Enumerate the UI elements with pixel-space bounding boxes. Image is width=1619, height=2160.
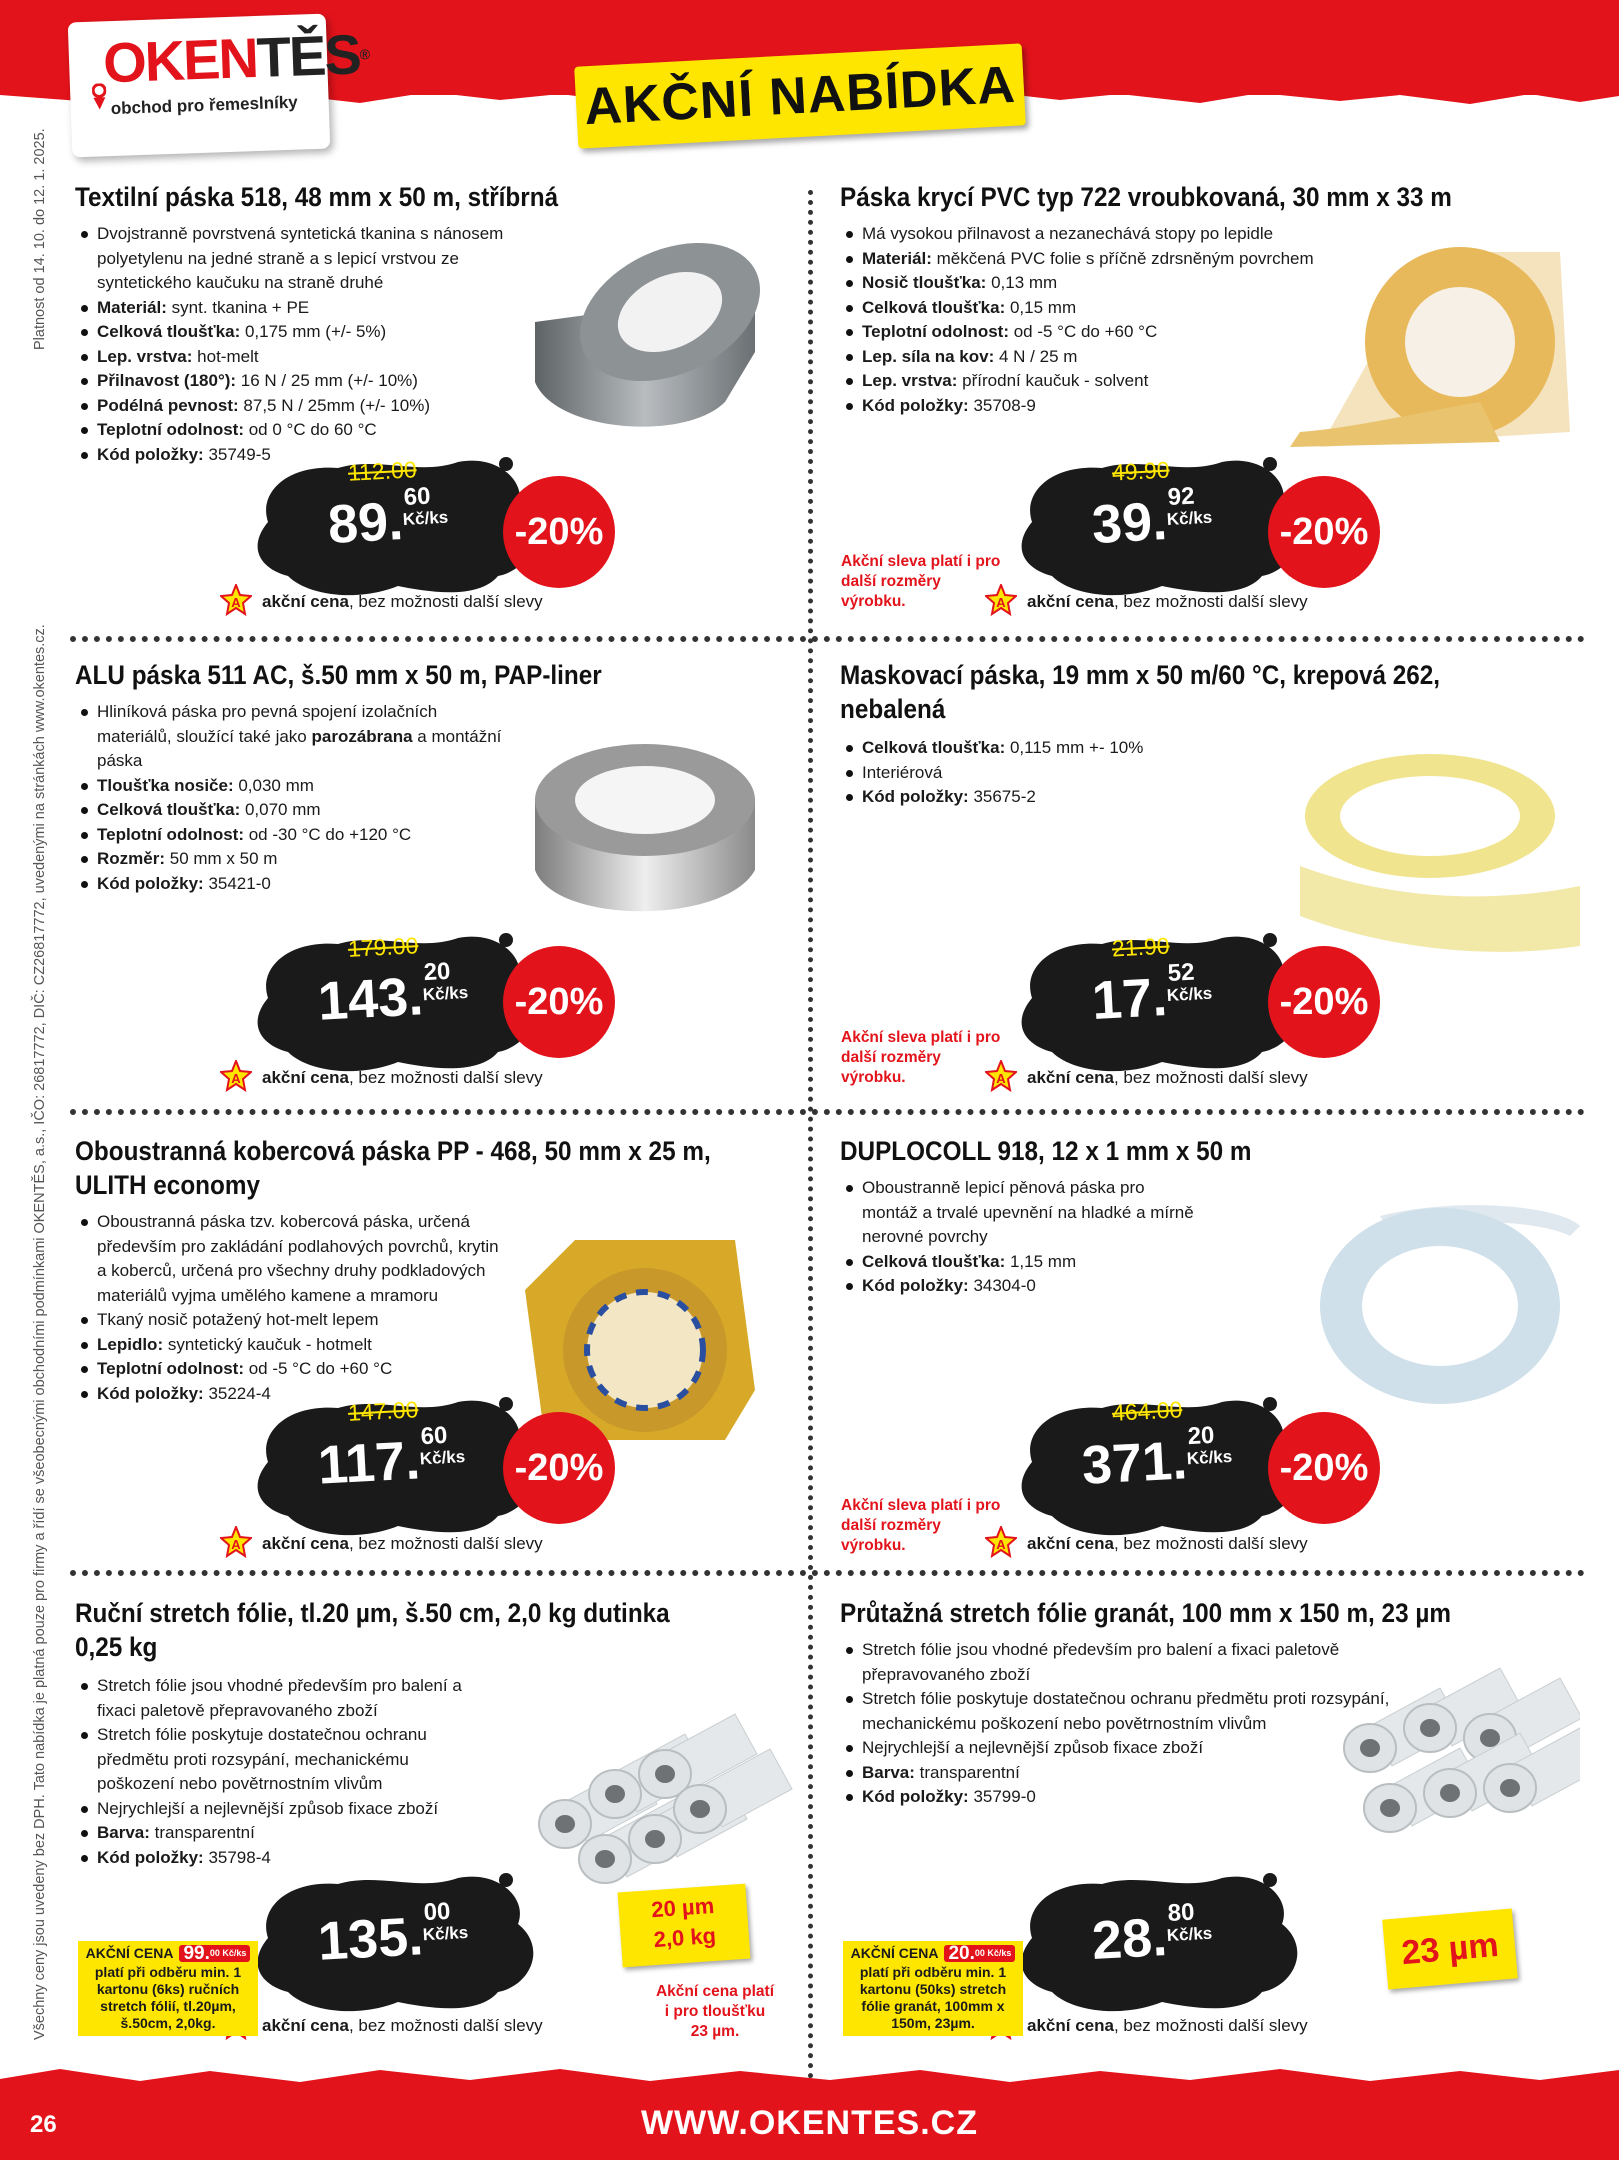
action-star-icon [220, 1526, 252, 1558]
feature-item: Celková tloušťka: 0,070 mm [75, 798, 505, 823]
feature-item: Celková tloušťka: 0,175 mm (+/- 5%) [75, 320, 515, 345]
feature-item: Teplotní odolnost: od -5 °C do +60 °C [840, 320, 1400, 345]
feature-item: Přilnavost (180°): 16 N / 25 mm (+/- 10%) [75, 369, 515, 394]
tag-note: Akční cena platí i pro tloušťku 23 µm. [655, 1983, 774, 2040]
bulk-price-text: platí při odběru min. 1 kartonu (6ks) ručních stretch fólií, tl.20µm, š.50cm, 2,0kg. [94, 1964, 242, 2031]
action-star-icon [220, 1060, 252, 1092]
product-image [1280, 746, 1580, 966]
feature-list [840, 1176, 1200, 1299]
feature-item: Kód položky: 35798-4 [75, 1846, 485, 1871]
bulk-price-header: AKČNÍ CENA 20.$^{00 Kč/ks}$ [843, 1941, 1023, 1962]
bulk-price-header: AKČNÍ CENA 99.$^{00 Kč/ks}$ [78, 1941, 258, 1962]
row-separator [70, 636, 1585, 642]
bulk-price-box [843, 1941, 1023, 2036]
validity-text: Platnost od 14. 10. do 12. 1. 2025. [32, 128, 48, 350]
feature-item: Teplotní odolnost: od -5 °C do +60 °C [75, 1357, 505, 1382]
action-star-icon [220, 584, 252, 616]
feature-item: Stretch fólie poskytuje dostatečnou ochranu předmětu proti rozsypání, mechanickému poškození nebo povětrnostním vlivům [75, 1723, 485, 1797]
action-price-note: akční cena, bez možnosti další slevy [262, 1068, 543, 1087]
product-image [495, 710, 795, 930]
feature-item: Interiérová [840, 761, 1200, 786]
sale-price: 143. 20 Kč/ks [316, 957, 469, 1032]
feature-item: Oboustranná páska tzv. kobercová páska, určená především pro zakládání podlahových povrchů, krytin a koberců, určená pro všechny druhy podkladových materiálů vyjma umělého kamene a mramoru [75, 1210, 505, 1308]
feature-item: Má vysokou přilnavost a nezanechává stopy po lepidle [840, 222, 1400, 247]
sale-price: 117. 60 Kč/ks [316, 1421, 466, 1496]
spec-tag: 23 µm [1382, 1908, 1518, 1989]
feature-item: Barva: transparentní [840, 1761, 1400, 1786]
feature-item: Kód položky: 35421-0 [75, 872, 505, 897]
svg-text:A: A [231, 595, 241, 610]
feature-item: Stretch fólie jsou vhodné především pro balení a fixaci paletově přepravovaného zboží [840, 1638, 1400, 1687]
feature-list [840, 222, 1400, 418]
feature-item: Stretch fólie poskytuje dostatečnou ochranu předmětu proti rozsypání, mechanickému poškození nebo povětrnostním vlivům [840, 1687, 1400, 1736]
feature-item: Nosič tloušťka: 0,13 mm [840, 271, 1400, 296]
feature-list [75, 1210, 505, 1406]
page-number: 26 [30, 2111, 57, 2138]
feature-item: Materiál: synt. tkanina + PE [75, 296, 515, 321]
feature-item: Teplotní odolnost: od -30 °C do +120 °C [75, 823, 505, 848]
action-price-note: akční cena, bez možnosti další slevy [262, 592, 543, 611]
feature-item: Tloušťka nosiče: 0,030 mm [75, 774, 505, 799]
action-price-note: akční cena, bez možnosti další slevy [1027, 592, 1308, 611]
feature-item: Celková tloušťka: 0,115 mm +- 10% [840, 736, 1200, 761]
action-star-icon [985, 1526, 1017, 1558]
size-note: Akční sleva platí i pro další rozměry výrobku. [841, 553, 1001, 610]
sale-price: 89. 60 Kč/ks [326, 482, 449, 555]
feature-item: Celková tloušťka: 1,15 mm [840, 1250, 1200, 1275]
action-star-icon [985, 1060, 1017, 1092]
legal-sidebar: Všechny ceny jsou uvedeny bez DPH. Tato nabídka je platná pouze pro firmy a řídí se všeobecnými obchodními podmínkami OKENTĚS, a.s., IČO: 26817772, DIČ: CZ26817772, uvedenými na stránkách www.okentes.cz. Platnost od 14. 10. do 12. 1. 2025. [32, 128, 48, 2040]
feature-list [75, 700, 505, 896]
action-price-note: akční cena, bez možnosti další slevy [1027, 1534, 1308, 1553]
column-separator [808, 190, 813, 2080]
discount-badge: -20% [1268, 946, 1380, 1058]
feature-list [75, 222, 515, 467]
feature-item: Podélná pevnost: 87,5 N / 25mm (+/- 10%) [75, 394, 515, 419]
sale-price: 28. 80 Kč/ks [1090, 1898, 1213, 1971]
feature-item: Lep. vrstva: přírodní kaučuk - solvent [840, 369, 1400, 394]
product-title: DUPLOCOLL 918, 12 x 1 mm x 50 m [840, 1136, 1252, 1166]
sale-price: 371. 20 Kč/ks [1080, 1421, 1233, 1496]
discount-badge: -20% [503, 1412, 615, 1524]
feature-item: Celková tloušťka: 0,15 mm [840, 296, 1400, 321]
feature-item: Kód položky: 35708-9 [840, 394, 1400, 419]
website-link[interactable]: WWW.OKENTES.CZ [641, 2104, 978, 2142]
feature-item: Lep. vrstva: hot-melt [75, 345, 515, 370]
action-price-note: akční cena, bez možnosti další slevy [1027, 1068, 1308, 1087]
bulk-price-text: platí při odběru min. 1 kartonu (50ks) stretch fólie granát, 100mm x 150m, 23µm. [859, 1964, 1007, 2031]
discount-badge: -20% [503, 476, 615, 588]
page-headline: AKČNÍ NABÍDKA [574, 43, 1026, 148]
product-image [495, 1684, 795, 1904]
feature-item: Tkaný nosič potažený hot-melt lepem [75, 1308, 505, 1333]
feature-item: Nejrychlejší a nejlevnější způsob fixace zboží [75, 1797, 485, 1822]
product-title: Ruční stretch fólie, tl.20 µm, š.50 cm, 2,0 kg dutinka 0,25 kg [75, 1598, 670, 1662]
old-price: 147.00 [347, 1396, 419, 1426]
svg-text:A: A [996, 595, 1006, 610]
discount-badge: -20% [503, 946, 615, 1058]
product-title: Oboustranná kobercová páska PP - 468, 50 mm x 25 m, ULITH economy [75, 1136, 711, 1200]
product-title: ALU páska 511 AC, š.50 mm x 50 m, PAP-liner [75, 660, 602, 690]
feature-item: Oboustranně lepicí pěnová páska pro montáž a trvalé upevnění na hladké a mírně nerovné povrchy [840, 1176, 1200, 1250]
feature-item: Kód položky: 34304-0 [840, 1274, 1200, 1299]
logo[interactable]: OKENTĚS® obchod pro řemeslníky [68, 14, 331, 158]
svg-text:A: A [996, 1071, 1006, 1086]
feature-item: Stretch fólie jsou vhodné především pro balení a fixaci paletově přepravovaného zboží [75, 1674, 485, 1723]
action-price-note: akční cena, bez možnosti další slevy [262, 2016, 543, 2035]
svg-text:A: A [231, 1071, 241, 1086]
product-title: Průtažná stretch fólie granát, 100 mm x 150 m, 23 µm [840, 1598, 1451, 1628]
old-price: 21.90 [1111, 932, 1171, 962]
size-note: Akční sleva platí i pro další rozměry výrobku. [841, 1029, 1001, 1086]
feature-item: Kód položky: 35675-2 [840, 785, 1200, 810]
logo-tagline: obchod pro řemeslníky [110, 92, 299, 119]
feature-item: Teplotní odolnost: od 0 °C do 60 °C [75, 418, 515, 443]
product-title: Maskovací páska, 19 mm x 50 m/60 °C, krepová 262, nebalená [840, 660, 1441, 724]
bulk-price-box [78, 1941, 258, 2036]
old-price: 112.00 [347, 456, 418, 486]
feature-list [840, 736, 1200, 810]
old-price: 179.00 [347, 932, 419, 962]
product-title: Textilní páska 518, 48 mm x 50 m, stříbrná [75, 182, 559, 212]
feature-item: Rozměr: 50 mm x 50 m [75, 847, 505, 872]
feature-item: Hliníková páska pro pevná spojení izolačních materiálů, sloužící také jako parozábrana a montážní páska [75, 700, 505, 774]
sale-price: 17. 52 Kč/ks [1090, 958, 1213, 1031]
action-price-note: akční cena, bez možnosti další slevy [1027, 2016, 1308, 2035]
row-separator [70, 1109, 1585, 1115]
product-image [1280, 1186, 1580, 1406]
size-note: Akční sleva platí i pro další rozměry výrobku. [841, 1497, 1001, 1554]
feature-item: Materiál: měkčená PVC folie s příčně zdrsněným povrchem [840, 247, 1400, 272]
sale-price: 39. 92 Kč/ks [1090, 482, 1213, 555]
svg-text:A: A [231, 1537, 241, 1552]
feature-item: Kód položky: 35224-4 [75, 1382, 505, 1407]
feature-item: Dvojstranně povrstvená syntetická tkanina s nánosem polyetylenu na jedné straně a s lepicí vrstvou ze syntetického kaučuku na straně druhé [75, 222, 515, 296]
product-title: Páska krycí PVC typ 722 vroubkovaná, 30 mm x 33 m [840, 182, 1452, 212]
feature-item: Lepidlo: syntetický kaučuk - hotmelt [75, 1333, 505, 1358]
row-separator [70, 1570, 1585, 1576]
feature-list [840, 1638, 1400, 1810]
feature-item: Kód položky: 35749-5 [75, 443, 515, 468]
product-image [495, 1220, 795, 1440]
logo-arrow-icon [92, 83, 107, 109]
product-image [495, 232, 795, 452]
spec-tag: 20 µm 2,0 kg [618, 1884, 751, 1968]
sale-price: 135. 00 Kč/ks [316, 1897, 469, 1972]
feature-list [75, 1674, 485, 1870]
old-price: 49.90 [1111, 456, 1171, 486]
feature-item: Barva: transparentní [75, 1821, 485, 1846]
old-price: 464.00 [1111, 1396, 1183, 1426]
feature-item: Lep. síla na kov: 4 N / 25 m [840, 345, 1400, 370]
action-price-note: akční cena, bez možnosti další slevy [262, 1534, 543, 1553]
discount-badge: -20% [1268, 476, 1380, 588]
feature-item: Nejrychlejší a nejlevnější způsob fixace zboží [840, 1736, 1400, 1761]
action-star-icon [985, 584, 1017, 616]
svg-text:A: A [996, 1537, 1006, 1552]
feature-item: Kód položky: 35799-0 [840, 1785, 1400, 1810]
discount-badge: -20% [1268, 1412, 1380, 1524]
